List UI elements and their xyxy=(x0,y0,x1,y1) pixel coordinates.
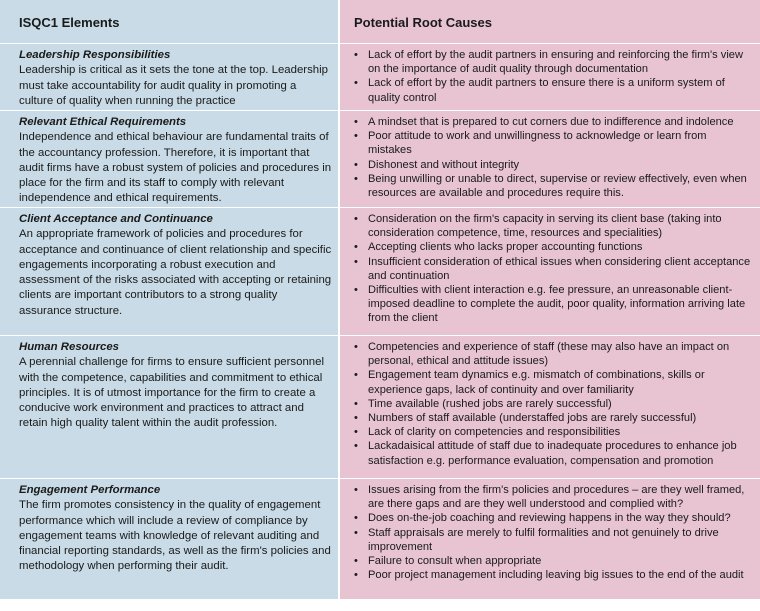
element-title: Relevant Ethical Requirements xyxy=(19,116,187,128)
element-cell xyxy=(0,111,340,208)
cause-item: • Being unwilling or unable to direct, supervise or review effectively, even when resources are available and procedures require this. xyxy=(354,172,752,200)
cause-item: • Poor project management including leaving big issues to the end of the audit xyxy=(354,568,752,582)
cause-item: • Lack of effort by the audit partners in ensuring and reinforcing the firm's view on the importance of audit quality through documentation xyxy=(354,48,752,76)
cause-item: • Competencies and experience of staff (these may also have an impact on personal, ethical and attitude issues) xyxy=(354,340,752,368)
cause-item: • Accepting clients who lacks proper accounting functions xyxy=(354,240,752,254)
row-leadership xyxy=(0,44,760,111)
causes-cell xyxy=(340,479,760,600)
cause-item: • Time available (rushed jobs are rarely successful) xyxy=(354,397,752,411)
row-client-acceptance xyxy=(0,208,760,336)
cause-item: • Poor attitude to work and unwillingness to acknowledge or learn from mistakes xyxy=(354,129,752,157)
cause-item: • Lack of effort by the audit partners to ensure there is a uniform system of quality control xyxy=(354,76,752,104)
element-cell xyxy=(0,479,340,600)
cause-item: • Engagement team dynamics e.g. mismatch of combinations, skills or experience gaps, lack of continuity and over familiarity xyxy=(354,368,752,396)
element-cell xyxy=(0,336,340,479)
row-human-resources xyxy=(0,336,760,479)
cause-item: • Issues arising from the firm's policies and procedures – are they well framed, are there gaps and are they well understood and complied with? xyxy=(354,483,752,511)
element-cell xyxy=(0,44,340,111)
row-ethical xyxy=(0,111,760,208)
causes-cell xyxy=(340,336,760,479)
cause-item: • Dishonest and without integrity xyxy=(354,158,752,172)
causes-list xyxy=(354,115,752,200)
element-description: The firm promotes consistency in the quality of engagement performance which will include a review of compliance by engagement teams with knowledge of relevant auditing and financial reporting standards, as well as the firm's policies and methodology when performing their audit. xyxy=(19,499,331,573)
element-title: Engagement Performance xyxy=(19,484,161,496)
cause-item: • A mindset that is prepared to cut corners due to indifference and indolence xyxy=(354,115,752,129)
causes-cell xyxy=(340,44,760,111)
header-row xyxy=(0,0,760,44)
causes-cell xyxy=(340,111,760,208)
causes-list xyxy=(354,483,752,582)
causes-list xyxy=(354,212,752,326)
cause-item: • Failure to consult when appropriate xyxy=(354,554,752,568)
header-isqc1-elements: ISQC1 Elements xyxy=(0,0,340,44)
element-title: Client Acceptance and Continuance xyxy=(19,213,213,225)
cause-item: • Staff appraisals are merely to fulfil formalities and not genuinely to drive improvement xyxy=(354,526,752,554)
element-description: Independence and ethical behaviour are fundamental traits of the accountancy profession. Therefore, it is important that audit firms have a robust system of policies and procedures in place for the firm and its staff to comply with relevant independence and ethical requirements. xyxy=(19,131,332,205)
element-description: Leadership is critical as it sets the tone at the top. Leadership must take accountability for audit quality in promoting a culture of quality when running the practice xyxy=(19,64,328,107)
element-description: An appropriate framework of policies and procedures for acceptance and continuance of client relationship and specific engagements incorporating a robust execution and assessment of the risks associated with accepting or retaining clients are important contributors to a strong quality assurance structure. xyxy=(19,228,332,317)
cause-item: • Insufficient consideration of ethical issues when considering client acceptance and continuation xyxy=(354,255,752,283)
row-engagement-performance xyxy=(0,479,760,600)
causes-list xyxy=(354,48,752,105)
cause-item: • Lack of clarity on competencies and responsibilities xyxy=(354,425,752,439)
element-cell xyxy=(0,208,340,336)
cause-item: • Does on-the-job coaching and reviewing happens in the way they should? xyxy=(354,511,752,525)
element-title: Human Resources xyxy=(19,341,120,353)
header-potential-root-causes: Potential Root Causes xyxy=(340,0,760,44)
causes-cell xyxy=(340,208,760,336)
cause-item: • Numbers of staff available (understaffed jobs are rarely successful) xyxy=(354,411,752,425)
cause-item: • Difficulties with client interaction e.g. fee pressure, an unreasonable client-imposed deadline to complete the audit, poor quality, information arriving late from the client xyxy=(354,283,752,326)
element-description: A perennial challenge for firms to ensure sufficient personnel with the competence, capabilities and commitment to ethical principles. It is of utmost importance for the firm to create a conducive work environment and practices to attract and retain high quality talent within the audit profession. xyxy=(19,356,324,430)
cause-item: • Consideration on the firm's capacity in serving its client base (taking into consideration competence, time, resources and specialities) xyxy=(354,212,752,240)
cause-item: • Lackadaisical attitude of staff due to inadequate procedures to enhance job satisfaction e.g. performance evaluation, compensation and promotion xyxy=(354,439,752,467)
causes-list xyxy=(354,340,752,468)
element-title: Leadership Responsibilities xyxy=(19,49,171,61)
